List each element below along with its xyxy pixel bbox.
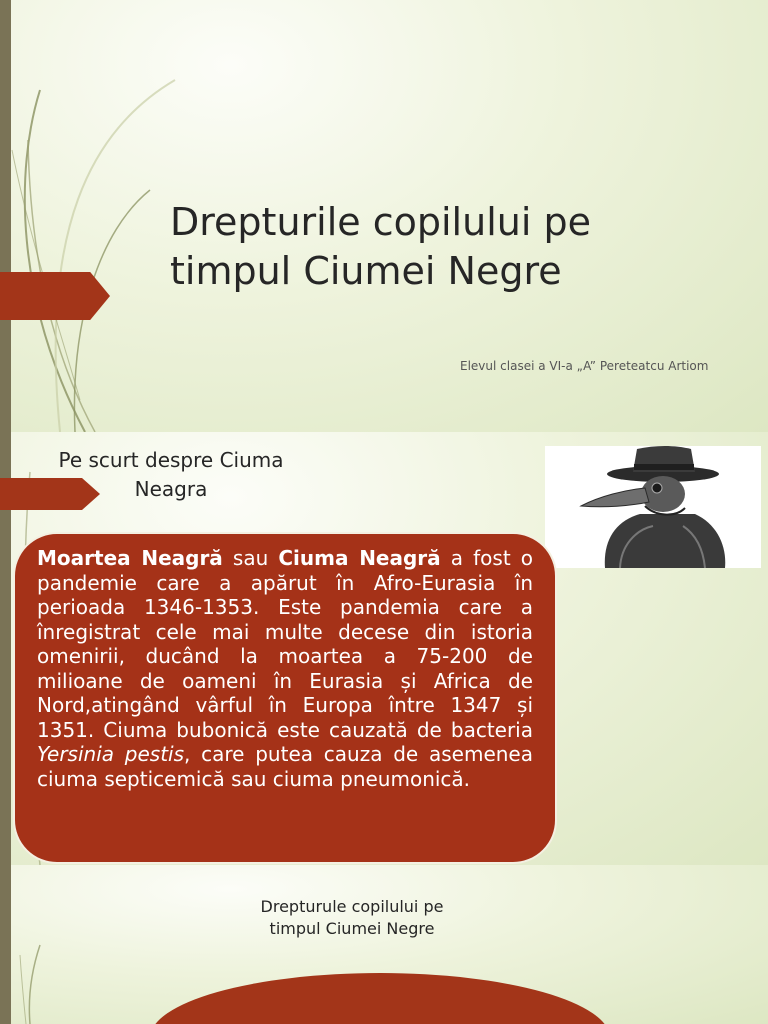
slide-caption-line-1: Drepturule copilului pe: [260, 897, 444, 916]
slide-subtitle: Elevul clasei a VI-a „A” Pereteatcu Artiom: [460, 359, 709, 373]
section-heading-line-2: Neagra: [134, 477, 208, 501]
slide-caption-line-2: timpul Ciumei Negre: [269, 919, 435, 938]
body-text-2: a fost o pandemie care a apărut în Afro-Eurasia în perioada 1346-1353. Este pandemia care a înregistrat cele mai multe decese din istoria omenirii, ducând la moartea a 75-200 de milioane de oameni în Eurasia și Africa de Nord,atingând vârful în Europa între 1347 și 1351. Ciuma bubonică este cauzată de bacteria: [37, 546, 534, 742]
plague-description-box: [13, 532, 557, 864]
info-slide: [0, 432, 768, 865]
slide-caption: [226, 896, 478, 940]
plague-doctor-image: [545, 446, 761, 568]
decorative-curves: [0, 865, 120, 1024]
slide-title: [170, 198, 730, 296]
section-heading: [26, 446, 316, 504]
slide-title-line-2: timpul Ciumei Negre: [170, 249, 562, 293]
title-accent-arrow: [0, 272, 110, 320]
accent-dome-shape: [150, 973, 610, 1024]
body-text-1: sau: [222, 546, 279, 570]
term-moartea-neagra: Moartea Neagră: [37, 546, 223, 570]
plague-doctor-icon: [545, 446, 761, 568]
title-slide: [0, 0, 768, 432]
term-yersinia-pestis: Yersinia pestis: [37, 742, 185, 766]
third-slide: [0, 865, 768, 1024]
slide-title-line-1: Drepturile copilului pe: [170, 200, 591, 244]
section-heading-line-1: Pe scurt despre Ciuma: [58, 448, 284, 472]
term-ciuma-neagra: Ciuma Neagră: [278, 546, 441, 570]
body-text-3: , care putea cauza de asemenea ciuma septicemică sau ciuma pneumonică.: [37, 742, 533, 791]
